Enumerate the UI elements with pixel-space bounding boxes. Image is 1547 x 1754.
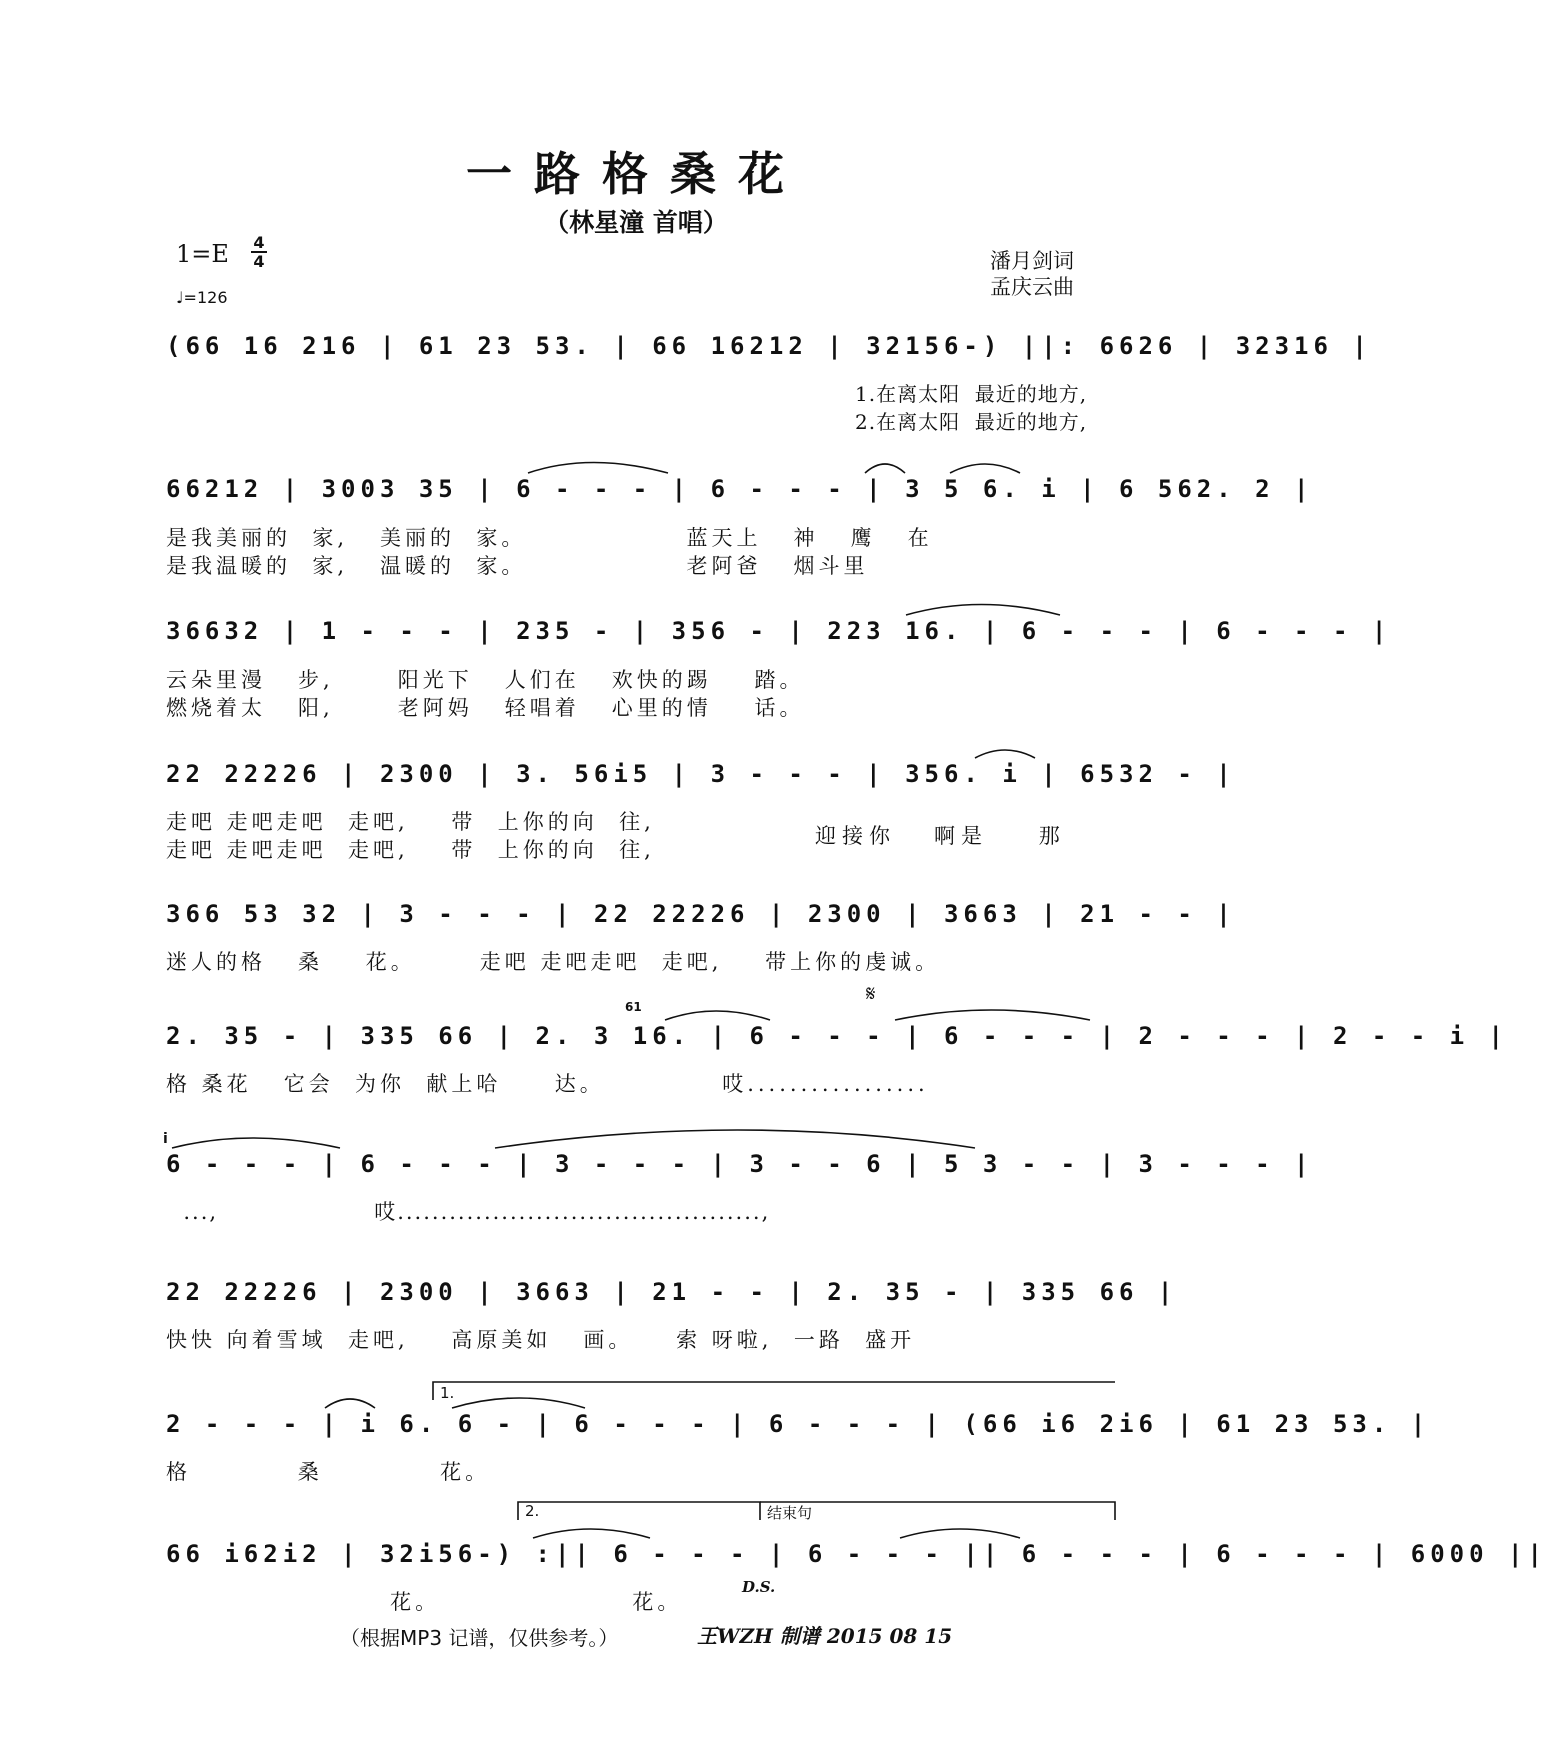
notation-line-3: 36632 | 1 - - - | 235 - | 356 - | 223 16. | 6 - - - | 6 - - - |	[166, 617, 1392, 645]
lyric-line-7-1: ..., 哎..........................................,	[166, 1200, 771, 1224]
time-bottom: 4	[253, 252, 265, 271]
notation-line-6: 2. 35 - | 335 66 | 2. 3 16. | 6 - - - | 6 - - - | 2 - - - | 2 - - i |	[166, 1022, 1508, 1050]
segno-sign: 𝄋	[866, 982, 876, 1007]
lyric-line-1-1: 1.在离太阳 最近的地方,	[855, 382, 1088, 406]
lyric-line-3-2: 燃烧着太 阳, 老阿妈 轻唱着 心里的情 话。	[166, 696, 805, 720]
footer-note: （根据MP3 记谱，仅供参考。）	[340, 1626, 619, 1650]
key-signature: 1=E	[176, 240, 229, 268]
lyric-line-4-2: 走吧 走吧走吧 走吧, 带 上你的向 往,	[166, 838, 655, 862]
ending-2-label: 2.	[525, 1502, 540, 1520]
notation-line-1: (66 16 216 | 61 23 53. | 66 16212 | 32156-) ||: 6626 | 32316 |	[166, 332, 1372, 360]
singer-subtitle: （林星潼 首唱）	[544, 208, 728, 237]
notation-line-2: 66212 | 3003 35 | 6 - - - | 6 - - - | 3 5 6. i | 6 562. 2 |	[166, 475, 1314, 503]
tempo-marking: ♩=126	[176, 288, 228, 307]
lyricist-credit: 潘月剑词	[990, 249, 1074, 273]
notation-line-10: 66 i62i2 | 32i56-) :|| 6 - - - | 6 - - - || 6 - - - | 6 - - - | 6000 ||	[166, 1540, 1547, 1568]
notation-line-4: 22 22226 | 2300 | 3. 56i5 | 3 - - - | 356. i | 6532 - |	[166, 760, 1236, 788]
lyric-line-4-side: 迎接你 啊是 那	[815, 824, 1066, 848]
footer-credit: 王WZH 制谱 2015 08 15	[697, 1624, 953, 1648]
lyric-line-9-1: 格 桑 花。	[166, 1460, 491, 1484]
grace-note-label: 61	[625, 1000, 642, 1014]
lyric-line-6-1: 格 桑花 它会 为你 献上哈 达。 哎.................	[166, 1072, 929, 1096]
ending-1-label: 1.	[440, 1384, 455, 1402]
lyric-line-3-1: 云朵里漫 步, 阳光下 人们在 欢快的踢 踏。	[166, 668, 805, 692]
lyric-line-8-1: 快快 向着雪域 走吧, 高原美如 画。 索 呀啦, 一路 盛开	[166, 1328, 916, 1352]
grace-note-label-2: i	[163, 1131, 168, 1147]
ds-label: D.S.	[742, 1578, 776, 1596]
lyric-line-4-1: 走吧 走吧走吧 走吧, 带 上你的向 往,	[166, 810, 655, 834]
lyric-line-2-1: 是我美丽的 家, 美丽的 家。 蓝天上 神 鹰 在	[166, 526, 933, 550]
notation-line-8: 22 22226 | 2300 | 3663 | 21 - - | 2. 35 - | 335 66 |	[166, 1278, 1178, 1306]
lyric-line-10-1: 花。 花。	[166, 1590, 683, 1614]
notation-line-7: 6 - - - | 6 - - - | 3 - - - | 3 - - 6 | 5 3 - - | 3 - - - |	[166, 1150, 1314, 1178]
coda-label: 结束句	[767, 1504, 813, 1522]
notation-line-9: 2 - - - | i 6. 6 - | 6 - - - | 6 - - - | (66 i6 2i6 | 61 23 53. |	[166, 1410, 1431, 1438]
time-top: 4	[253, 233, 265, 252]
lyric-line-5-1: 迷人的格 桑 花。 走吧 走吧走吧 走吧, 带上你的虔诚。	[166, 950, 941, 974]
lyric-line-2-2: 是我温暖的 家, 温暖的 家。 老阿爸 烟斗里	[166, 554, 869, 578]
song-title: 一路格桑花	[466, 147, 806, 201]
notation-line-5: 366 53 32 | 3 - - - | 22 22226 | 2300 | 3663 | 21 - - |	[166, 900, 1236, 928]
composer-credit: 孟庆云曲	[990, 275, 1074, 299]
lyric-line-1-2: 2.在离太阳 最近的地方,	[855, 410, 1088, 434]
